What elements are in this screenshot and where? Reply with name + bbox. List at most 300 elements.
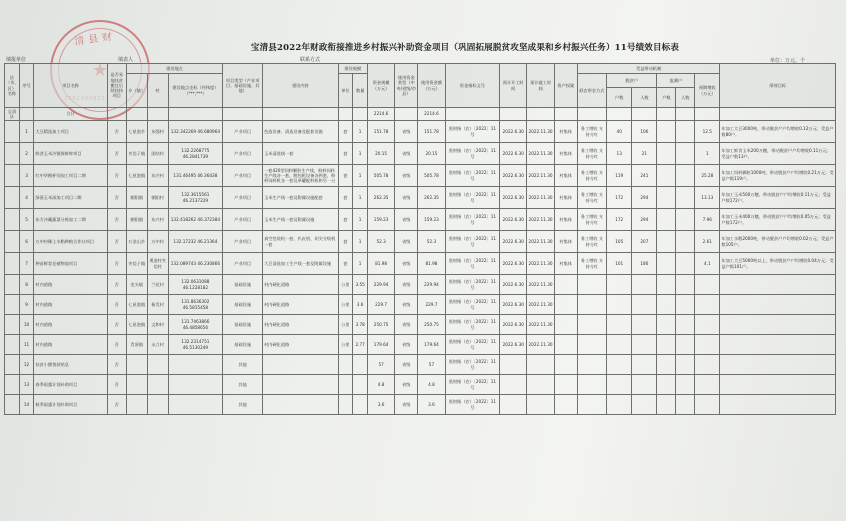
table-row: [5, 275, 836, 295]
row-type: 省级: [395, 121, 418, 143]
row-amount: 262.35: [418, 187, 445, 209]
row-monitor-households: [657, 121, 676, 143]
row-poor-people: [632, 315, 657, 335]
row-no: 8: [19, 275, 34, 295]
row-fund: 57: [367, 355, 394, 375]
row-category: 其他: [223, 395, 263, 415]
row-town: [126, 375, 147, 395]
row-content: 玉米生产线一套及附属设施: [263, 209, 339, 231]
row-poor-households: [607, 355, 632, 375]
row-no: 12: [19, 355, 34, 375]
row-unit: 套: [338, 187, 353, 209]
row-town: 七星泡镇: [126, 295, 147, 315]
header-town: 乡（镇）: [126, 74, 147, 108]
row-town: [126, 355, 147, 375]
row-poverty: 否: [107, 231, 126, 253]
row-monitor-people: [676, 375, 695, 395]
table-row: [5, 295, 836, 315]
row-income: [695, 275, 720, 295]
row-start: 2022.6.30: [500, 275, 527, 295]
row-name: 春季雨露计划补助项目: [34, 375, 107, 395]
row-category: 基础设施: [223, 315, 263, 335]
row-unit: 套: [338, 143, 353, 165]
row-poor-households: 172: [607, 187, 632, 209]
row-target: [720, 395, 836, 415]
row-income: 2.61: [695, 231, 720, 253]
row-county: [5, 165, 20, 187]
row-poor-households: [607, 375, 632, 395]
row-coord: 132.0631088 46.1228182: [168, 275, 223, 295]
row-amount: 3.6: [418, 395, 445, 415]
row-qty: 3.55: [353, 275, 368, 295]
row-category: 产业项目: [223, 121, 263, 143]
row-no: 3: [19, 165, 34, 187]
header-monitor-people: 人数: [676, 88, 695, 108]
row-no: 9: [19, 295, 34, 315]
row-type: 省级: [395, 253, 418, 275]
row-type: 省级: [395, 231, 418, 253]
header-poor-households: 户数: [607, 88, 632, 108]
row-category: 产业项目: [223, 209, 263, 231]
row-target: 年加工大豆5000吨以上，带动脱贫户户均增收0.04万元；受益户数101户。: [720, 253, 836, 275]
row-village: 文和村: [147, 315, 168, 335]
row-content: 村内硬化道路: [263, 315, 339, 335]
row-qty: 1: [353, 165, 368, 187]
row-owner: 村集体: [554, 253, 577, 275]
row-monitor-households: [657, 165, 676, 187]
row-qty: 2.77: [353, 335, 368, 355]
row-county: [5, 295, 20, 315]
row-content: 色选设备、清选设备及配套设施: [263, 121, 339, 143]
row-amount: 159.23: [418, 209, 445, 231]
row-monitor-people: [676, 121, 695, 143]
row-county: [5, 121, 20, 143]
header-monitor: 监测户: [657, 74, 695, 88]
row-poverty: 否: [107, 375, 126, 395]
row-amount: 250.75: [418, 315, 445, 335]
row-income: [695, 375, 720, 395]
header-income: 预期增收（万元）: [695, 74, 720, 108]
row-mode: [577, 275, 606, 295]
row-coord: 132.3615561 46.2137229: [168, 187, 223, 209]
row-county: [5, 355, 20, 375]
row-monitor-people: [676, 143, 695, 165]
row-poor-households: 13: [607, 143, 632, 165]
row-mode: [577, 295, 606, 315]
row-owner: 村集体: [554, 209, 577, 231]
row-village: 东兴村: [147, 209, 168, 231]
row-mode: [577, 355, 606, 375]
row-monitor-households: [657, 355, 676, 375]
row-mode: 务工增收 支持分红: [577, 253, 606, 275]
row-type: 省级: [395, 165, 418, 187]
row-no: 11: [19, 335, 34, 355]
row-type: 省级: [395, 187, 418, 209]
row-fund: 151.78: [367, 121, 394, 143]
row-poor-households: [607, 275, 632, 295]
row-end: 2022.11.30: [527, 315, 554, 335]
row-end: 2022.11.30: [527, 121, 554, 143]
row-poverty: 否: [107, 253, 126, 275]
row-unit: 公里: [338, 315, 353, 335]
row-town: [126, 395, 147, 415]
row-end: 2022.11.30: [527, 187, 554, 209]
total-county: 宝清县: [5, 108, 20, 121]
row-end: 2022.11.30: [527, 231, 554, 253]
row-poor-people: 241: [632, 165, 657, 187]
header-fund: 资金规模（万元）: [367, 64, 394, 108]
row-poverty: 否: [107, 335, 126, 355]
row-income: [695, 335, 720, 355]
row-coord: [168, 395, 223, 415]
row-amount: 4.8: [418, 375, 445, 395]
row-qty: 1: [353, 231, 368, 253]
row-category: 产业项目: [223, 231, 263, 253]
row-amount: 229.94: [418, 275, 445, 295]
row-poor-people: [632, 355, 657, 375]
row-owner: [554, 315, 577, 335]
row-qty: 1: [353, 209, 368, 231]
row-content: [263, 375, 339, 395]
row-end: 2022.11.30: [527, 275, 554, 295]
row-category: 基础设施: [223, 275, 263, 295]
row-monitor-people: [676, 231, 695, 253]
row-coord: 131.46495 46.36438: [168, 165, 223, 187]
row-monitor-households: [657, 143, 676, 165]
row-county: [5, 335, 20, 355]
row-type: 省级: [395, 355, 418, 375]
header-owner: 资产权属: [554, 64, 577, 108]
row-amount: 505.78: [418, 165, 445, 187]
row-monitor-households: [657, 209, 676, 231]
row-village: 永立村: [147, 335, 168, 355]
row-monitor-households: [657, 231, 676, 253]
row-county: [5, 275, 20, 295]
row-qty: [353, 375, 368, 395]
row-poor-people: [632, 395, 657, 415]
row-target: [720, 335, 836, 355]
row-county: [5, 143, 20, 165]
row-start: [500, 355, 527, 375]
row-poverty: 否: [107, 355, 126, 375]
row-town: 七星泡乡: [126, 121, 147, 143]
row-content: 村内硬化道路: [263, 335, 339, 355]
row-village: 兰花村: [147, 275, 168, 295]
row-doc: 黑财指（农）〔2022〕11号: [445, 165, 500, 187]
header-location: 建设地点: [126, 64, 223, 74]
row-no: 13: [19, 375, 34, 395]
person-label: 填表人: [118, 57, 134, 63]
row-town: 青原镇: [126, 335, 147, 355]
table-row: [5, 335, 836, 355]
row-no: 2: [19, 143, 34, 165]
row-income: 7.96: [695, 209, 720, 231]
header-mode: 联农带农方式: [577, 74, 606, 108]
row-name: 扶贫小额贷款贴息: [34, 355, 107, 375]
row-income: 4.1: [695, 253, 720, 275]
row-poverty: 否: [107, 143, 126, 165]
row-target: 年加工鲜食玉米200万穗，带动脱贫户户均增收0.11万元；受益户数13户。: [720, 143, 836, 165]
row-fund: 20.15: [367, 143, 394, 165]
row-end: [527, 395, 554, 415]
row-owner: 村集体: [554, 165, 577, 187]
row-monitor-people: [676, 275, 695, 295]
row-target: 年加工饲料颗粒1000吨，带动脱贫户户均增收0.21万元；受益户数119户。: [720, 165, 836, 187]
row-type: 省级: [395, 295, 418, 315]
row-poor-households: [607, 295, 632, 315]
row-owner: [554, 375, 577, 395]
row-income: 13.13: [695, 187, 720, 209]
row-qty: 1: [353, 121, 368, 143]
row-village: 勇进村夹信村: [147, 253, 168, 275]
row-type: 省级: [395, 375, 418, 395]
row-fund: 81.98: [367, 253, 394, 275]
row-amount: 57: [418, 355, 445, 375]
row-amount: 20.15: [418, 143, 445, 165]
row-poor-households: 40: [607, 121, 632, 143]
row-owner: [554, 355, 577, 375]
row-monitor-people: [676, 335, 695, 355]
row-owner: [554, 275, 577, 295]
row-village: 团结村: [147, 143, 168, 165]
table-row: [5, 355, 836, 375]
row-category: 产业项目: [223, 187, 263, 209]
row-category: 基础设施: [223, 335, 263, 355]
row-name: 东方冷藏蔬菜分拣加工二期: [34, 209, 107, 231]
row-content: 玉米生产线一套及附属设施配套: [263, 187, 339, 209]
row-county: [5, 375, 20, 395]
row-county: [5, 253, 20, 275]
row-end: 2022.11.30: [527, 335, 554, 355]
row-fund: 179.64: [367, 335, 394, 355]
row-coord: 132.418262 46.372384: [168, 209, 223, 231]
header-end: 预计竣工时间: [527, 64, 554, 108]
row-end: 2022.11.30: [527, 253, 554, 275]
row-name: 村内道路: [34, 335, 107, 355]
row-target: 年加工玉米400万穗，带动脱贫户户均增收0.05万元；受益户数172户。: [720, 209, 836, 231]
row-poverty: 否: [107, 315, 126, 335]
row-start: 2022.6.30: [500, 143, 527, 165]
header-poor-people: 人数: [632, 88, 657, 108]
row-unit: 公里: [338, 335, 353, 355]
row-town: 龙头镇: [126, 275, 147, 295]
table-row: [5, 231, 836, 253]
row-monitor-households: [657, 295, 676, 315]
row-coord: [168, 375, 223, 395]
row-end: 2022.11.30: [527, 143, 554, 165]
row-name: 村内道路: [34, 295, 107, 315]
header-qty: 数量: [353, 74, 368, 108]
row-no: 14: [19, 395, 34, 415]
row-village: 东兴村: [147, 165, 168, 187]
row-poor-people: 207: [632, 231, 657, 253]
header-poor: 脱贫户: [607, 74, 657, 88]
row-qty: 1: [353, 253, 368, 275]
row-qty: 3.78: [353, 315, 368, 335]
row-content: 村内硬化道路: [263, 275, 339, 295]
row-name: 秋季雨露计划补助项目: [34, 395, 107, 415]
row-monitor-people: [676, 315, 695, 335]
row-village: 东强村: [147, 121, 168, 143]
row-income: [695, 355, 720, 375]
row-type: 省级: [395, 143, 418, 165]
row-target: [720, 375, 836, 395]
row-owner: [554, 335, 577, 355]
header-doc: 资金指标文号: [445, 64, 500, 108]
row-content: 玉米清洗线一套: [263, 143, 339, 165]
row-target: 年加工大豆3000吨，带动脱贫户户均增收0.12万元；受益户数80户。: [720, 121, 836, 143]
row-target: [720, 295, 836, 315]
header-poverty: 是否易地扶贫搬迁后续扶持项目: [107, 64, 126, 108]
row-town: 夹信子镇: [126, 253, 147, 275]
row-doc: 黑财指（农）〔2022〕11号: [445, 253, 500, 275]
row-fund: 52.3: [367, 231, 394, 253]
row-mode: 务工增收 支持分红: [577, 143, 606, 165]
row-monitor-people: [676, 165, 695, 187]
row-town: 朝阳镇: [126, 209, 147, 231]
row-start: 2022.6.30: [500, 335, 527, 355]
row-coord: 132.089743 46.230866: [168, 253, 223, 275]
table-row: [5, 165, 836, 187]
row-income: 25.28: [695, 165, 720, 187]
row-fund: 3.6: [367, 395, 394, 415]
row-end: 2022.11.30: [527, 209, 554, 231]
row-owner: 村集体: [554, 121, 577, 143]
header-county: 县（市、区）名称: [5, 64, 20, 108]
table-row: [5, 121, 836, 143]
row-town: 夹信子镇: [126, 143, 147, 165]
row-town: 七星泡镇: [126, 165, 147, 187]
header-type: 使用资金类型（中央/省级/市县）: [395, 64, 418, 108]
row-content: 真空包装机一套，扒皮机、切尖分级机一套: [263, 231, 339, 253]
row-qty: 3.6: [353, 295, 368, 315]
row-category: 基础设施: [223, 295, 263, 315]
row-mode: 务工增收 支持分红: [577, 165, 606, 187]
row-start: 2022.6.30: [500, 231, 527, 253]
row-mode: [577, 395, 606, 415]
row-poor-people: 186: [632, 253, 657, 275]
row-doc: 黑财指（农）〔2022〕11号: [445, 143, 500, 165]
row-content: 村内硬化道路: [263, 295, 339, 315]
row-doc: 黑财指（农）〔2022〕11号: [445, 231, 500, 253]
total-row: [5, 108, 836, 121]
row-start: [500, 375, 527, 395]
row-monitor-households: [657, 187, 676, 209]
row-start: [500, 395, 527, 415]
row-doc: 黑财指（农）〔2022〕11号: [445, 355, 500, 375]
unit-label: 单位：万元、个: [770, 58, 806, 64]
row-type: 省级: [395, 275, 418, 295]
row-poor-people: [632, 375, 657, 395]
row-doc: 黑财指（农）〔2022〕11号: [445, 209, 500, 231]
row-village: [147, 355, 168, 375]
row-poverty: 否: [107, 187, 126, 209]
row-poverty: 否: [107, 121, 126, 143]
row-unit: 套: [338, 231, 353, 253]
table-row: [5, 253, 836, 275]
row-monitor-people: [676, 355, 695, 375]
row-fund: 159.23: [367, 209, 394, 231]
row-type: 省级: [395, 209, 418, 231]
table-row: [5, 209, 836, 231]
total-label: 合计: [34, 108, 107, 121]
row-coord: 132.342269 46.680964: [168, 121, 223, 143]
row-mode: [577, 315, 606, 335]
row-start: 2022.6.30: [500, 187, 527, 209]
header-benefit: 受益带动机制: [577, 64, 720, 74]
row-fund: 250.75: [367, 315, 394, 335]
row-start: 2022.6.30: [500, 209, 527, 231]
row-doc: 黑财指（农）〔2022〕11号: [445, 395, 500, 415]
row-county: [5, 315, 20, 335]
row-qty: 1: [353, 143, 368, 165]
table-row: [5, 315, 836, 335]
row-unit: [338, 395, 353, 415]
row-name: 大豆精选加工项目: [34, 121, 107, 143]
table-row: [5, 395, 836, 415]
row-village: 朝阳村: [147, 187, 168, 209]
row-content: 大豆清选加工生产线一套及附属设施: [263, 253, 339, 275]
row-name: 村内道路: [34, 275, 107, 295]
row-poor-households: [607, 335, 632, 355]
row-fund: 505.78: [367, 165, 394, 187]
row-fund: 262.35: [367, 187, 394, 209]
row-monitor-people: [676, 295, 695, 315]
row-owner: 村集体: [554, 143, 577, 165]
row-poor-households: [607, 315, 632, 335]
contact-label: 联系方式: [300, 57, 321, 63]
org-label: 填报单位: [6, 57, 27, 63]
row-amount: 52.3: [418, 231, 445, 253]
row-owner: [554, 395, 577, 415]
row-town: 七星泡镇: [126, 315, 147, 335]
row-county: [5, 187, 20, 209]
row-end: [527, 355, 554, 375]
row-fund: 229.7: [367, 295, 394, 315]
row-poor-people: [632, 335, 657, 355]
row-amount: 151.78: [418, 121, 445, 143]
row-no: 1: [19, 121, 34, 143]
row-income: 1: [695, 143, 720, 165]
row-coord: 131.7463866 46.4858656: [168, 315, 223, 335]
row-income: 12.5: [695, 121, 720, 143]
row-poor-people: [632, 295, 657, 315]
row-coord: [168, 355, 223, 375]
row-type: 省级: [395, 395, 418, 415]
row-mode: [577, 375, 606, 395]
row-name: 万中村稀土水稻种植合作社项目: [34, 231, 107, 253]
row-poor-households: 101: [607, 253, 632, 275]
row-poverty: 否: [107, 295, 126, 315]
row-target: 年加工水稻2000吨，带动脱贫户户均增收0.02万元；受益户数105户。: [720, 231, 836, 253]
row-unit: 套: [338, 209, 353, 231]
row-category: 产业项目: [223, 165, 263, 187]
header-amount: 使用资金额（万元）: [418, 64, 445, 108]
row-village: [147, 375, 168, 395]
total-amount: 2214.6: [418, 108, 445, 121]
row-monitor-people: [676, 209, 695, 231]
row-end: 2022.11.30: [527, 295, 554, 315]
row-category: 其他: [223, 355, 263, 375]
row-poverty: 否: [107, 165, 126, 187]
row-owner: 村集体: [554, 187, 577, 209]
row-no: 7: [19, 253, 34, 275]
row-target: [720, 315, 836, 335]
row-county: [5, 209, 20, 231]
row-poor-people: 21: [632, 143, 657, 165]
row-income: [695, 315, 720, 335]
row-monitor-households: [657, 375, 676, 395]
